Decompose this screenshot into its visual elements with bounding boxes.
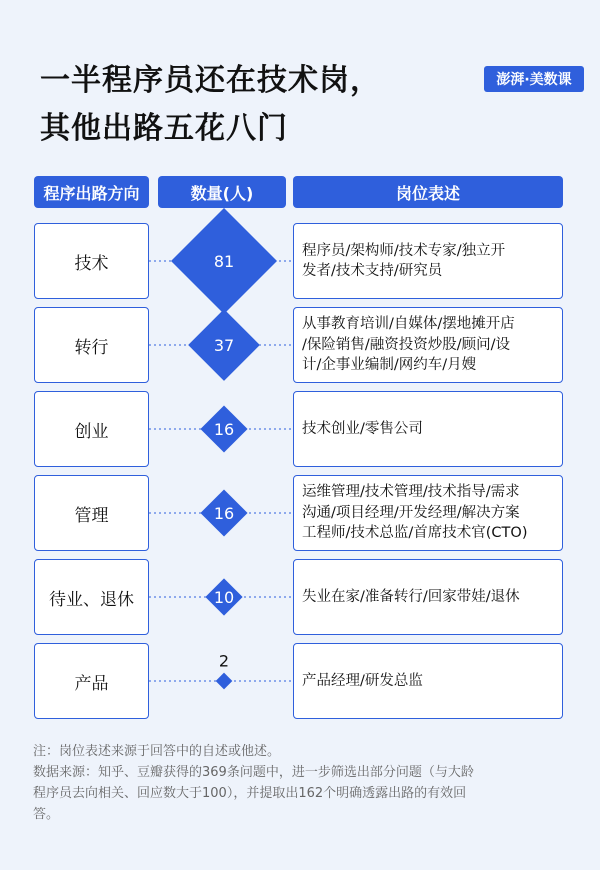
value-label: 37 [213,336,235,355]
value-label: 81 [213,252,235,271]
header-category: 程序出路方向 [34,176,149,208]
description-line: 运维管理/技术管理/技术指导/需求 [302,484,520,501]
description-line: 产品经理/研发总监 [302,672,423,689]
note-line: 程序员去向相关、回应数大于100），并提取出162个明确透露出路的有效回 [33,786,467,801]
footnote [33,741,573,825]
description-line: 发者/技术支持/研究员 [302,263,443,279]
value-label: 16 [213,420,235,439]
description-line: 计/企事业编制/网约车/月嫂 [302,357,477,374]
description-line: 从事教育培训/自媒体/摆地摊开店 [302,316,515,333]
category-label: 创业 [34,391,149,467]
header-desc: 岗位表述 [293,176,563,208]
category-label: 转行 [34,307,149,383]
header-count: 数量(人) [158,176,286,208]
value-label: 2 [218,651,230,671]
category-label: 技术 [34,223,149,299]
description-line: 失业在家/准备转行/回家带娃/退休 [302,588,520,605]
description-line: 程序员/架构师/技术专家/独立开 [302,242,506,259]
category-label: 产品 [34,643,149,719]
title-line-1: 一半程序员还在技术岗， [40,63,381,98]
note-line: 答。 [33,807,60,822]
value-label: 16 [213,504,235,523]
value-label: 10 [213,588,235,607]
title-line-2: 其他出路五花八门 [40,111,288,146]
description-line: /保险销售/融资投资炒股/顾问/设 [302,336,511,353]
category-label: 管理 [34,475,149,551]
brand-logo: 澎湃·美数课 [484,66,584,92]
category-label: 待业、退休 [34,559,149,635]
description-line: 技术创业/零售公司 [302,420,423,437]
value-diamond [216,673,233,690]
description-line: 沟通/项目经理/开发经理/解决方案 [302,504,520,521]
note-line: 数据来源：知乎、豆瓣获得的369条问题中，进一步筛选出部分问题（与大龄 [33,765,474,780]
description-line: 工程师/技术总监/首席技术官(CTO) [302,525,528,542]
note-line: 注：岗位表述来源于回答中的自述或他述。 [33,744,281,759]
